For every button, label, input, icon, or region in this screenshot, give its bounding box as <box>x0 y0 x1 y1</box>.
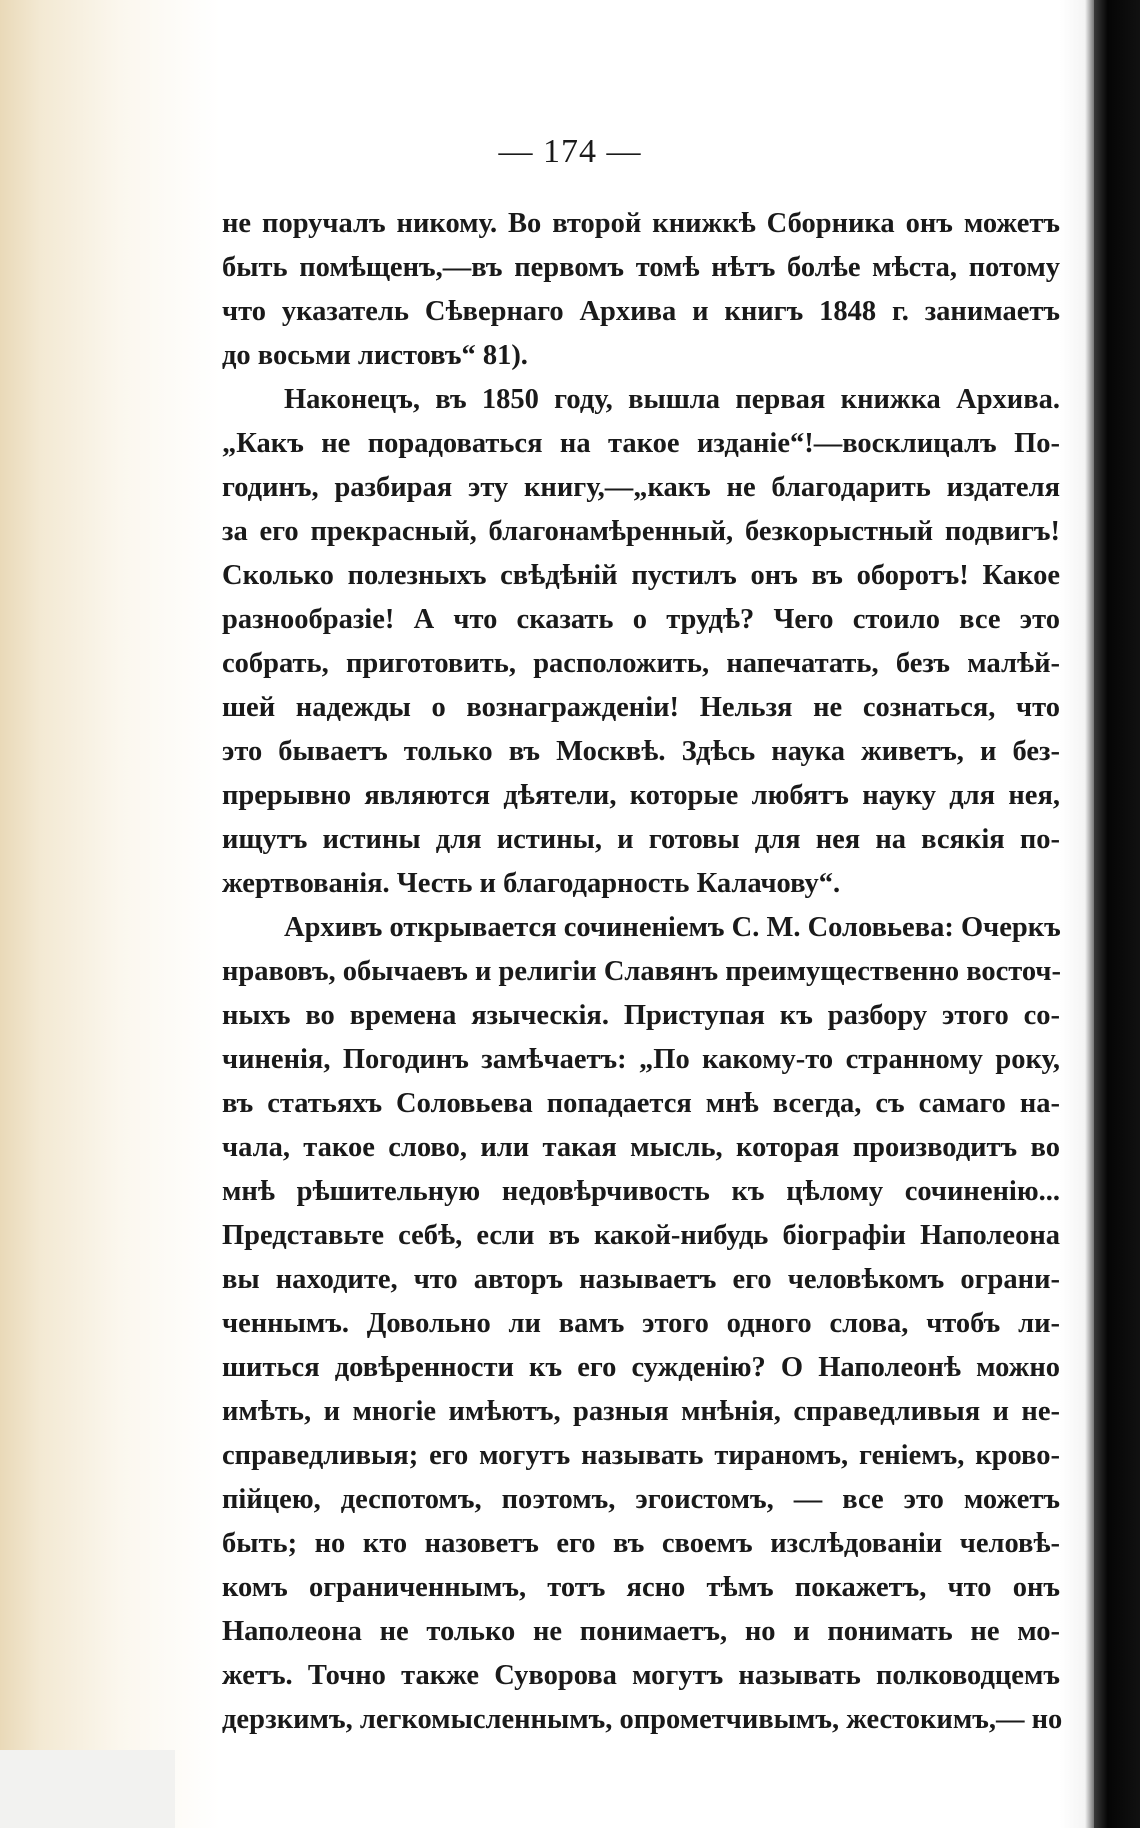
text-line: ченнымъ. Довольно ли вамъ этого одного слова, чтобъ ли- <box>222 1308 1060 1339</box>
text-line: Представьте себѣ, если въ какой-нибудь біографіи Наполеона <box>222 1220 1060 1251</box>
book-spine-shadow <box>1094 0 1140 1828</box>
paragraph-start-line: Наконецъ, въ 1850 году, вышла первая книжка Архива. <box>284 384 1060 415</box>
text-line: не поручалъ никому. Во второй книжкѣ Сборника онъ можетъ <box>222 208 1060 239</box>
text-line: комъ ограниченнымъ, тотъ ясно тѣмъ покажетъ, что онъ <box>222 1572 1060 1603</box>
text-line: жертвованія. Честь и благодарность Калачову“. <box>222 868 841 899</box>
text-line: годинъ, разбирая эту книгу,—„какъ не благодарить издателя <box>222 472 1060 503</box>
text-line: что указатель Сѣвернаго Архива и книгъ 1848 г. занимаетъ <box>222 296 1060 327</box>
text-line: чала, такое слово, или такая мысль, которая производитъ во <box>222 1132 1060 1163</box>
text-line: шиться довѣренности къ его сужденію? О Наполеонѣ можно <box>222 1352 1060 1383</box>
body-text <box>222 202 1063 1742</box>
text-line: быть; но кто назоветъ его въ своемъ изслѣдованіи человѣ- <box>222 1528 1060 1559</box>
text-line: Сколько полезныхъ свѣдѣній пустилъ онъ въ оборотъ! Какое <box>222 560 1060 591</box>
text-line: разнообразіе! А что сказать о трудѣ? Чего стоило все это <box>222 604 1060 635</box>
text-line: собрать, приготовить, расположить, напечатать, безъ малѣй- <box>222 648 1060 679</box>
text-line: нравовъ, обычаевъ и религіи Славянъ преимущественно восточ- <box>222 956 1061 987</box>
text-line: вы находите, что авторъ называетъ его человѣкомъ ограни- <box>222 1264 1060 1295</box>
text-line: Наполеона не только не понимаетъ, но и понимать не мо- <box>222 1616 1060 1647</box>
text-line: шей надежды о вознагражденіи! Нельзя не сознаться, что <box>222 692 1060 723</box>
text-line: чиненія, Погодинъ замѣчаетъ: „По какому-то странному року, <box>222 1044 1060 1075</box>
page-number: — 174 — <box>498 133 642 170</box>
text-line: имѣть, и многіе имѣютъ, разныя мнѣнія, справедливыя и не- <box>222 1396 1060 1427</box>
text-line: быть помѣщенъ,—въ первомъ томѣ нѣтъ болѣе мѣста, потому <box>222 252 1060 283</box>
text-line: за его прекрасный, благонамѣренный, безкорыстный подвигъ! <box>222 516 1060 547</box>
page-corner <box>0 1750 175 1828</box>
paragraph-start-line: Архивъ открывается сочиненіемъ С. М. Соловьева: Очеркъ <box>284 912 1061 943</box>
text-line: мнѣ рѣшительную недовѣрчивость къ цѣлому сочиненію... <box>222 1176 1060 1207</box>
text-line: пійцею, деспотомъ, поэтомъ, эгоистомъ, — все это можетъ <box>222 1484 1060 1515</box>
text-line: ищутъ истины для истины, и готовы для нея на всякія по- <box>222 824 1060 855</box>
text-line: дерзкимъ, легкомысленнымъ, опрометчивымъ, жестокимъ,— но <box>222 1704 1063 1735</box>
text-line: ныхъ во времена языческія. Приступая къ разбору этого со- <box>222 1000 1060 1031</box>
text-line: въ статьяхъ Соловьева попадается мнѣ всегда, съ самаго на- <box>222 1088 1060 1119</box>
text-line: жетъ. Точно также Суворова могутъ называть полководцемъ <box>222 1660 1060 1691</box>
text-line: это бываетъ только въ Москвѣ. Здѣсь наука живетъ, и без- <box>222 736 1060 767</box>
text-line: прерывно являются дѣятели, которые любятъ науку для нея, <box>222 780 1060 811</box>
text-line: справедливыя; его могутъ называть тираномъ, геніемъ, крово- <box>222 1440 1060 1471</box>
text-line: до восьми листовъ“ 81). <box>222 340 528 371</box>
text-line: „Какъ не порадоваться на такое изданіе“!—восклицалъ По- <box>222 428 1060 459</box>
